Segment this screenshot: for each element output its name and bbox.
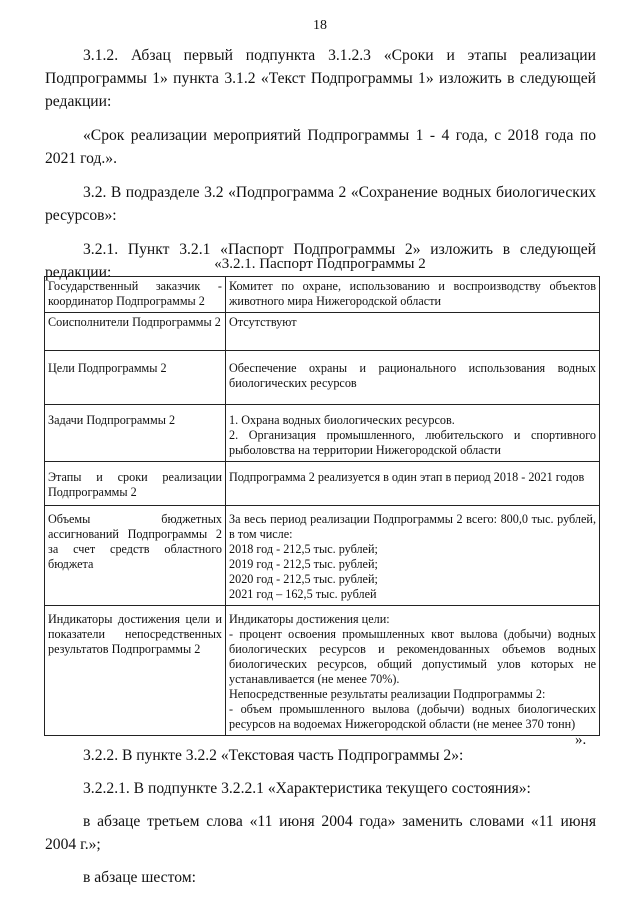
row-value: [226, 351, 600, 405]
value-line: 2019 год - 212,5 тыс. рублей;: [229, 557, 378, 571]
value-line: - процент освоения промышленных квот вылова (добычи) водных биологических ресурсов и рекомендованных объемов водных биологических ресурсов, общий допустимый улов которых не устанавливается (не менее 70%).: [229, 627, 596, 686]
value-line: Подпрограмма 2 реализуется в один этап в период 2018 - 2021 годов: [229, 470, 585, 484]
value-line: Обеспечение охраны и рационального использования водных биологических ресурсов: [229, 361, 596, 390]
table-title: «3.2.1. Паспорт Подпрограммы 2: [214, 256, 426, 272]
table-row: [45, 277, 600, 313]
row-label: Государственный заказчик - координатор Подпрограммы 2: [45, 277, 226, 313]
table-row: [45, 462, 600, 506]
value-line: 2021 год – 162,5 тыс. рублей: [229, 587, 377, 601]
value-line: 1. Охрана водных биологических ресурсов.: [229, 413, 455, 427]
passport-table: [44, 276, 600, 736]
paragraph: в абзаце третьем слова «11 июня 2004 года» заменить словами «11 июня 2004 г.»;: [45, 813, 596, 853]
row-label: Соисполнители Подпрограммы 2: [45, 313, 226, 351]
table-close-quote: ».: [575, 732, 587, 748]
paragraph: «Срок реализации мероприятий Подпрограммы 1 - 4 года, с 2018 года по 2021 год.».: [45, 127, 596, 167]
row-label: Цели Подпрограммы 2: [45, 351, 226, 405]
table-row: [45, 506, 600, 606]
row-label: Этапы и сроки реализации Подпрограммы 2: [45, 462, 226, 506]
paragraph: 3.2.2. В пункте 3.2.2 «Текстовая часть Подпрограммы 2»:: [83, 747, 464, 764]
value-line: Непосредственные результаты реализации Подпрограммы 2:: [229, 687, 546, 701]
value-line: За весь период реализации Подпрограммы 2 всего: 800,0 тыс. рублей, в том числе:: [229, 512, 596, 541]
paragraph: 3.2. В подразделе 3.2 «Подпрограмма 2 «Сохранение водных биологических ресурсов»:: [45, 184, 596, 224]
paragraph: в абзаце шестом:: [83, 869, 196, 886]
row-value: [226, 462, 600, 506]
table-row: [45, 313, 600, 351]
row-label: Индикаторы достижения цели и показатели непосредственных результатов Подпрограммы 2: [45, 606, 226, 736]
table-row: [45, 606, 600, 736]
row-value: [226, 313, 600, 351]
value-line: Индикаторы достижения цели:: [229, 612, 390, 626]
row-label: Задачи Подпрограммы 2: [45, 405, 226, 462]
table-row: [45, 405, 600, 462]
page-number: 18: [313, 18, 327, 33]
row-value: [226, 405, 600, 462]
value-line: 2020 год - 212,5 тыс. рублей;: [229, 572, 378, 586]
row-label: Объемы бюджетных ассигнований Подпрограммы 2 за счет средств областного бюджета: [45, 506, 226, 606]
body-text-bottom: [45, 744, 596, 899]
value-line: 2. Организация промышленного, любительского и спортивного рыболовства на территории Нижегородской области: [229, 428, 596, 457]
paragraph: 3.1.2. Абзац первый подпункта 3.1.2.3 «Сроки и этапы реализации Подпрограммы 1» пункта 3.1.2 «Текст Подпрограммы 1» изложить в следующей редакции:: [45, 47, 596, 110]
paragraph: 3.2.1. Пункт 3.2.1 «Паспорт Подпрограммы 2» изложить в следующей редакции:: [45, 241, 596, 281]
value-line: Комитет по охране, использованию и воспроизводству объектов животного мира Нижегородской области: [229, 279, 596, 308]
value-line: Отсутствуют: [229, 315, 297, 329]
row-value: [226, 277, 600, 313]
row-value: [226, 506, 600, 606]
value-line: 2018 год - 212,5 тыс. рублей;: [229, 542, 378, 556]
paragraph: 3.2.2.1. В подпункте 3.2.2.1 «Характеристика текущего состояния»:: [83, 780, 531, 797]
table-row: [45, 351, 600, 405]
value-line: - объем промышленного вылова (добычи) водных биологических ресурсов на водоемах Нижегородской области (не менее 370 тонн): [229, 702, 596, 731]
row-value: [226, 606, 600, 736]
